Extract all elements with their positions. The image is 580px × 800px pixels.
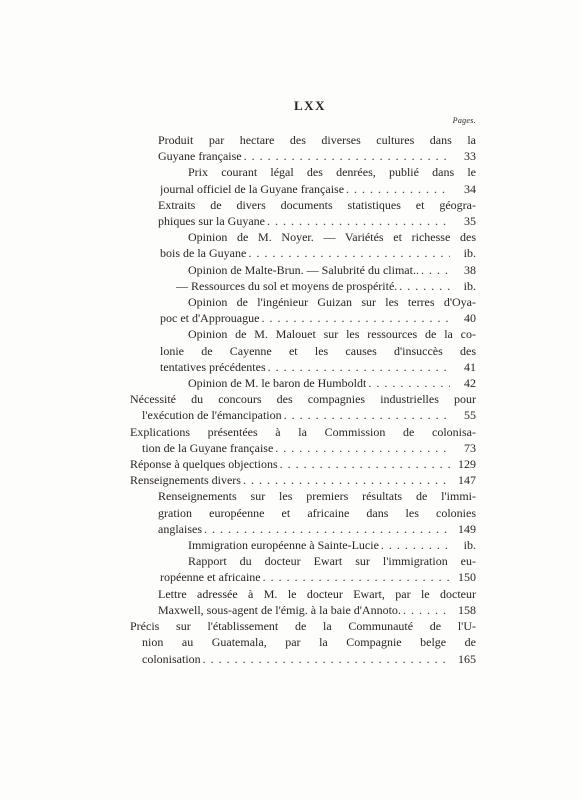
toc-entry-text: phiques sur la Guyane: [158, 214, 265, 229]
toc-page-number: ib.: [463, 538, 476, 553]
dot-leader: [403, 602, 450, 618]
toc-page-number: 35: [464, 214, 476, 229]
toc-page-number: 33: [464, 149, 476, 164]
toc-entry: [130, 586, 476, 618]
toc-entry-text: lonie de Cayenne et les causes d'insuccès des: [160, 343, 476, 358]
toc-entry: [130, 132, 476, 164]
dot-leader: [263, 569, 450, 585]
dot-leader: [268, 359, 450, 375]
toc-entry-text: ropéenne et africaine: [160, 570, 261, 585]
dot-leader: [261, 310, 450, 326]
toc-entry-text: anglaises: [158, 521, 202, 536]
toc-page-number: 40: [464, 311, 476, 326]
toc-entry: [130, 164, 476, 196]
dot-leader: [243, 472, 450, 488]
toc-entry-text: Prix courant légal des denrées, publié dans le: [188, 165, 476, 180]
toc-entry-text: Opinion de M. le baron de Humboldt: [188, 376, 367, 391]
toc-page-number: ib.: [463, 246, 476, 261]
toc-entry-text: Explications présentées à la Commission de colonisa-: [130, 424, 476, 439]
toc-entry-text: Immigration européenne à Sainte-Lucie: [188, 538, 379, 553]
toc-page-number: 41: [464, 359, 476, 374]
toc-page-number: 147: [458, 473, 476, 488]
toc-entry-text: Maxwell, sous-agent de l'émig. à la baie d'Annoto.: [158, 602, 401, 617]
toc-entry-text: l'exécution de l'émancipation: [142, 408, 282, 423]
toc-entry: [130, 456, 476, 472]
toc-page-number: 42: [464, 376, 476, 391]
toc-entry: [130, 553, 476, 585]
toc-entry-text: Précis sur l'établissement de la Communauté de l'U-: [130, 619, 476, 634]
dot-leader: [267, 213, 450, 229]
dot-leader: [204, 521, 450, 537]
dot-leader: [280, 456, 450, 472]
dot-leader: [284, 407, 450, 423]
toc-entry-text: tentatives précédentes: [160, 359, 266, 374]
toc-entry: [130, 262, 476, 278]
toc-entry-text: Renseignements sur les premiers résultats de l'immi-: [158, 489, 476, 504]
dot-leader: [275, 440, 450, 456]
toc-page-number: 38: [464, 262, 476, 277]
toc-entry: [130, 391, 476, 423]
toc-entry-text: Guyane française: [158, 149, 242, 164]
toc-entry-text: journal officiel de la Guyane française: [160, 181, 345, 196]
toc-page-number: 149: [458, 521, 476, 536]
toc-entry-text: Extraits de divers documents statistiques et géogra-: [158, 197, 476, 212]
toc-page-number: 165: [458, 651, 476, 666]
toc-entry-text: Lettre adressée à M. le docteur Ewart, par le docteur: [158, 586, 476, 601]
dot-leader: [203, 651, 450, 667]
toc-entry-text: Réponse à quelques objections: [130, 457, 278, 472]
toc-page-number: ib.: [463, 278, 476, 293]
toc-page-number: 34: [464, 181, 476, 196]
toc-entry: [130, 472, 476, 488]
toc-entry-text: Opinion de Malte-Brun. — Salubrité du climat..: [188, 262, 419, 277]
toc-page-number: 55: [464, 408, 476, 423]
dot-leader: [381, 537, 450, 553]
toc-page-number: 150: [458, 570, 476, 585]
dot-leader: [421, 262, 450, 278]
toc-entry-text: Produit par hectare des diverses cultures dans la: [158, 133, 476, 147]
dot-leader: [346, 181, 450, 197]
toc-entry-text: Opinion de M. Noyer. — Variétés et richesse des: [188, 230, 476, 245]
toc-page-number: 73: [464, 440, 476, 455]
toc-entry: [130, 424, 476, 456]
toc-entry-text: Nécessité du concours des compagnies industrielles pour: [130, 392, 476, 407]
toc-entry: [130, 197, 476, 229]
toc-entry: [130, 326, 476, 375]
toc-entry-text: Opinion de M. Malouet sur les ressources de la co-: [188, 327, 476, 342]
toc-page-number: 129: [458, 457, 476, 472]
toc-entry-text: gration européenne et africaine dans les colonies: [158, 505, 476, 520]
toc-entry-text: Opinion de l'ingénieur Guizan sur les terres d'Oya-: [188, 295, 476, 310]
toc-entry: [130, 229, 476, 261]
toc-entry-text: bois de la Guyane: [160, 246, 247, 261]
page-folio: LXX: [294, 98, 326, 113]
toc-entry-text: Rapport du docteur Ewart sur l'immigration eu-: [188, 554, 476, 569]
toc-entry: [130, 488, 476, 537]
pages-column-heading: Pages.: [452, 116, 476, 125]
toc-entry-text: Renseignements divers: [130, 473, 241, 488]
dot-leader: [368, 375, 450, 391]
toc-entry: [130, 618, 476, 667]
toc-entry-text: tion de la Guyane française: [142, 440, 274, 455]
toc-entry-text: poc et d'Approuague: [160, 311, 260, 326]
dot-leader: [248, 245, 450, 261]
toc-entry: [130, 278, 476, 294]
toc-entry-text: — Ressources du sol et moyens de prospérité.: [176, 278, 398, 293]
dot-leader: [399, 278, 450, 294]
toc-entry-text: colonisation: [142, 651, 201, 666]
dot-leader: [244, 148, 450, 164]
toc-entry: [130, 537, 476, 553]
toc-entry: [130, 294, 476, 326]
table-of-contents: [130, 132, 476, 667]
toc-entry: [130, 375, 476, 391]
toc-page-number: 158: [458, 602, 476, 617]
toc-entry-text: nion au Guatemala, par la Compagnie belge de: [142, 635, 476, 650]
